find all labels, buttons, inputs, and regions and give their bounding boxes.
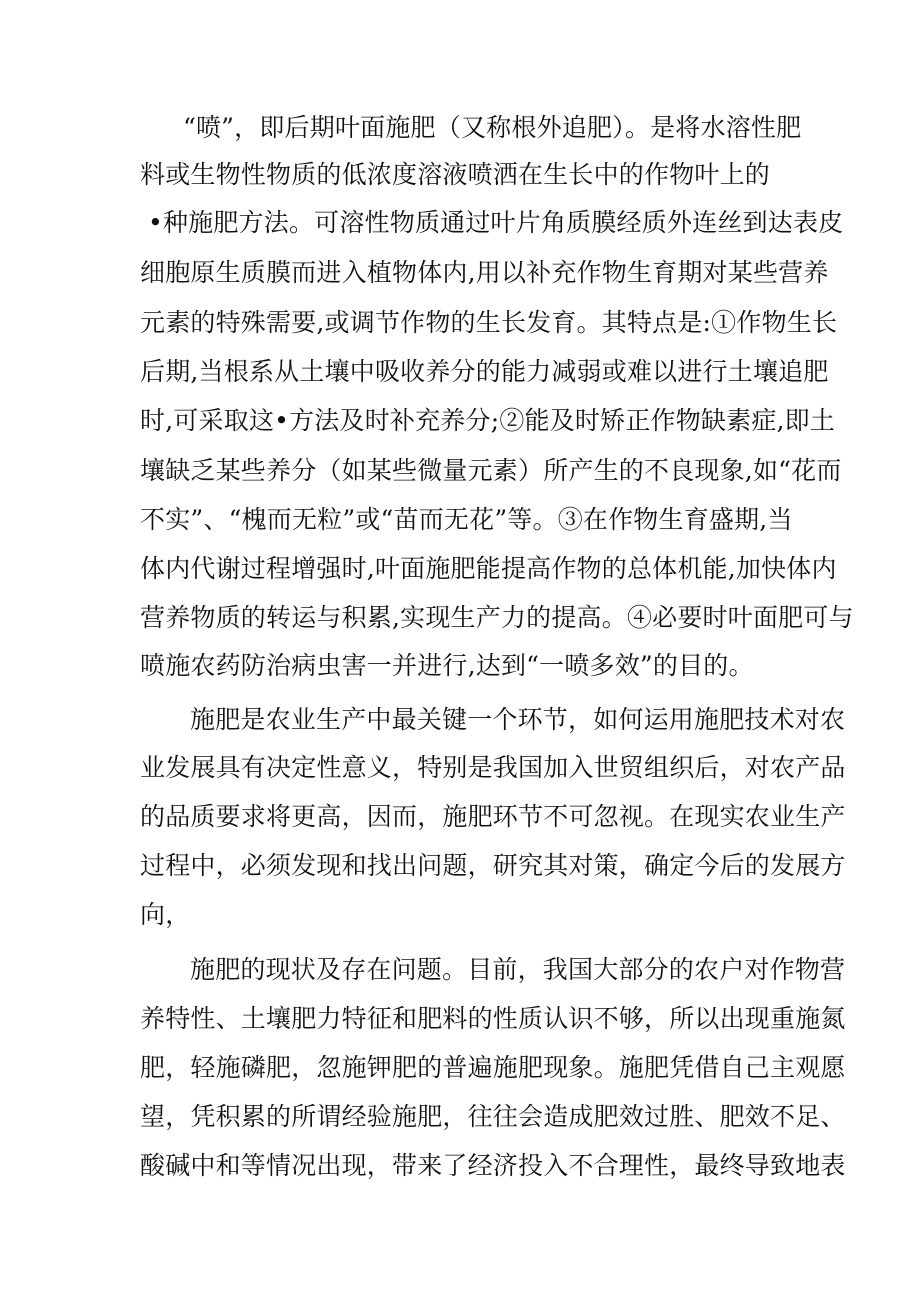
paragraph-3-line-1: 施肥的现状及存在问题。目前，我国大部分的农户对作物营 xyxy=(190,955,846,984)
paragraph-2-line-4: 过程中，必须发现和找出问题，研究其对策，确定今后的发展方 xyxy=(140,851,846,880)
paragraph-1-line-1: “喷”，即后期叶面施肥（又称根外追肥）。是将水溶性肥 xyxy=(183,113,802,142)
paragraph-3-line-5: 酸碱中和等情况出现，带来了经济投入不合理性，最终导致地表 xyxy=(140,1151,846,1180)
paragraph-2-line-1: 施肥是农业生产中最关键一个环节，如何运用施肥技术对农 xyxy=(190,705,846,734)
paragraph-2-line-5: 向， xyxy=(140,900,191,929)
paragraph-1-line-10: 体内代谢过程增强时,叶面施肥能提高作物的总体机能,加快体内 xyxy=(140,554,837,583)
paragraph-2-line-3: 的品质要求将更高，因而，施肥环节不可忽视。在现实农业生产 xyxy=(140,802,846,831)
paragraph-3-line-3: 肥，轻施磷肥，忽施钾肥的普遍施肥现象。施肥凭借自己主观愿 xyxy=(140,1053,846,1082)
paragraph-3-line-4: 望，凭积累的所谓经验施肥，往往会造成肥效过胜、肥效不足、 xyxy=(140,1102,846,1131)
paragraph-2-line-2: 业发展具有决定性意义，特别是我国加入世贸组织后，对农产品 xyxy=(140,753,846,782)
paragraph-1-line-4: 细胞原生质膜而进入植物体内,用以补充作物生育期对某些营养 xyxy=(140,258,829,287)
paragraph-1-line-6: 后期,当根系从土壤中吸收养分的能力减弱或难以进行土壤追肥 xyxy=(140,357,829,386)
paragraph-3-line-2: 养特性、土壤肥力特征和肥料的性质认识不够，所以出现重施氮 xyxy=(140,1004,846,1033)
paragraph-1-line-5: 元素的特殊需要,或调节作物的生长发育。其特点是:①作物生长 xyxy=(140,308,838,337)
paragraph-1-line-8: 壤缺乏某些养分（如某些微量元素）所产生的不良现象,如“花而 xyxy=(140,456,842,485)
paragraph-1-line-3: •种施肥方法。可溶性物质通过叶片角质膜经质外连丝到达表皮 xyxy=(148,208,844,237)
paragraph-1-line-2: 料或生物性物质的低浓度溶液喷洒在生长中的作物叶上的 xyxy=(140,160,771,189)
paragraph-1-line-7: 时,可采取这•方法及时补充养分;②能及时矫正作物缺素症,即土 xyxy=(140,406,836,435)
paragraph-1-line-12: 喷施农药防治病虫害一并进行,达到“一喷多效”的目的。 xyxy=(140,651,754,680)
paragraph-1-line-11: 营养物质的转运与积累,实现生产力的提高。④必要时叶面肥可与 xyxy=(140,603,854,632)
paragraph-1-line-9: 不实”、“槐而无粒”或“苗而无花”等。③在作物生育盛期,当 xyxy=(140,505,793,534)
